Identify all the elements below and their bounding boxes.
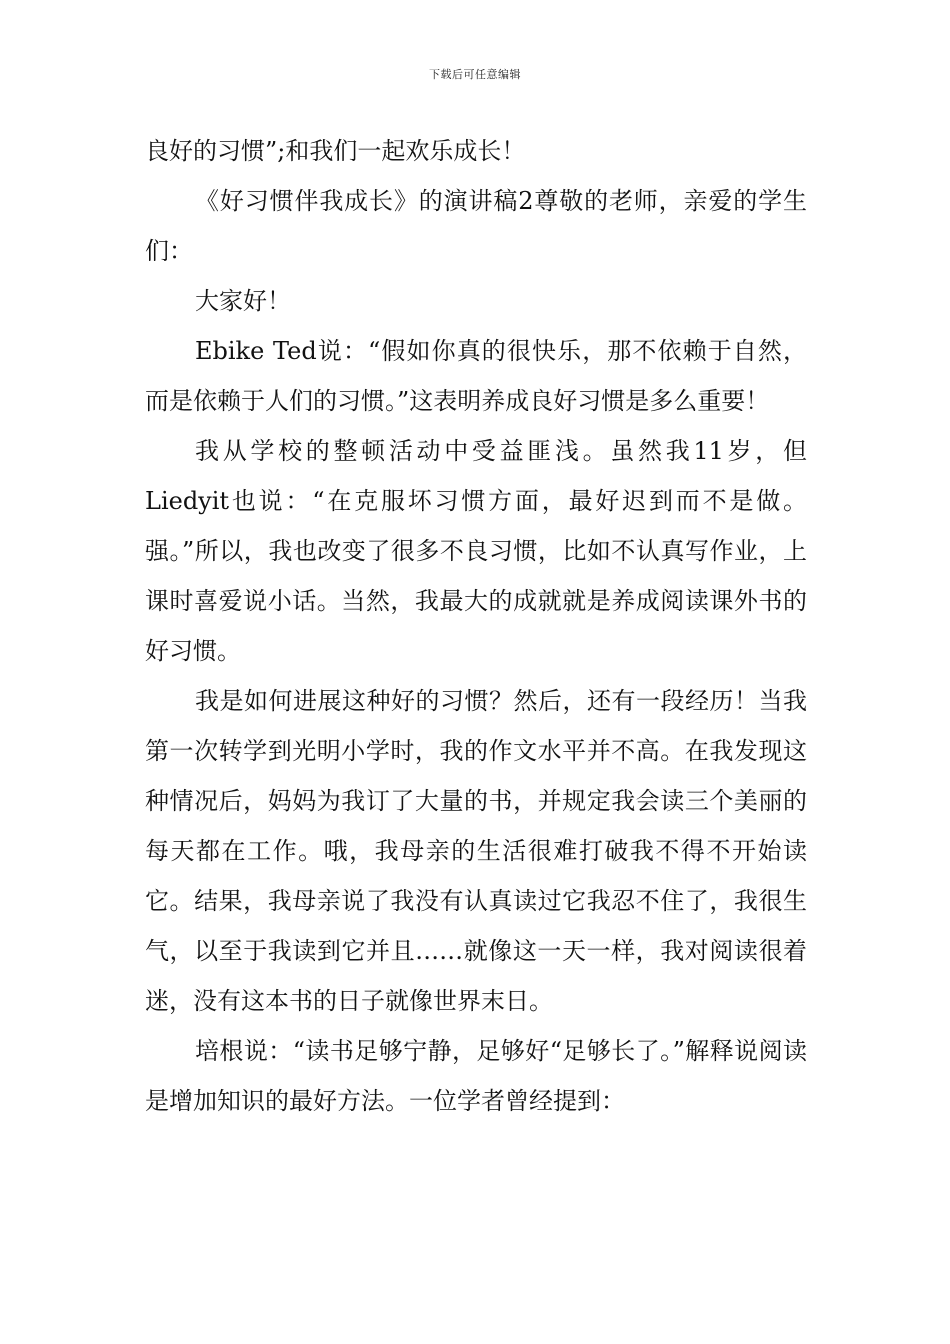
document-body [145, 126, 807, 1126]
paragraph: 良好的习惯”;和我们一起欢乐成长！ [145, 137, 526, 165]
paragraph: 大家好！ [195, 287, 291, 315]
page-header-note: 下载后可任意编辑 [429, 68, 521, 81]
paragraph: 培根说：“读书足够宁静，足够好“足够长了。”解释说阅读是增加知识的最好方法。一位学者曾经提到： [145, 1037, 807, 1115]
paragraph: 我从学校的整顿活动中受益匪浅。虽然我11岁，但Liedyit也说：“在克服坏习惯方面，最好迟到而不是做。强。”所以，我也改变了很多不良习惯，比如不认真写作业，上课时喜爱说小话。当然，我最大的成就就是养成阅读课外书的好习惯。 [145, 437, 807, 665]
paragraph: 我是如何进展这种好的习惯？然后，还有一段经历！当我第一次转学到光明小学时，我的作文水平并不高。在我发现这种情况后，妈妈为我订了大量的书，并规定我会读三个美丽的每天都在工作。哦，我母亲的生活很难打破我不得不开始读它。结果，我母亲说了我没有认真读过它我忍不住了，我很生气，以至于我读到它并且……就像这一天一样，我对阅读很着迷，没有这本书的日子就像世界末日。 [145, 687, 807, 1015]
paragraph: 《好习惯伴我成长》的演讲稿2尊敬的老师，亲爱的学生们： [145, 187, 807, 265]
paragraph: Ebike Ted说：“假如你真的很快乐，那不依赖于自然，而是依赖于人们的习惯。”这表明养成良好习惯是多么重要！ [145, 337, 807, 415]
